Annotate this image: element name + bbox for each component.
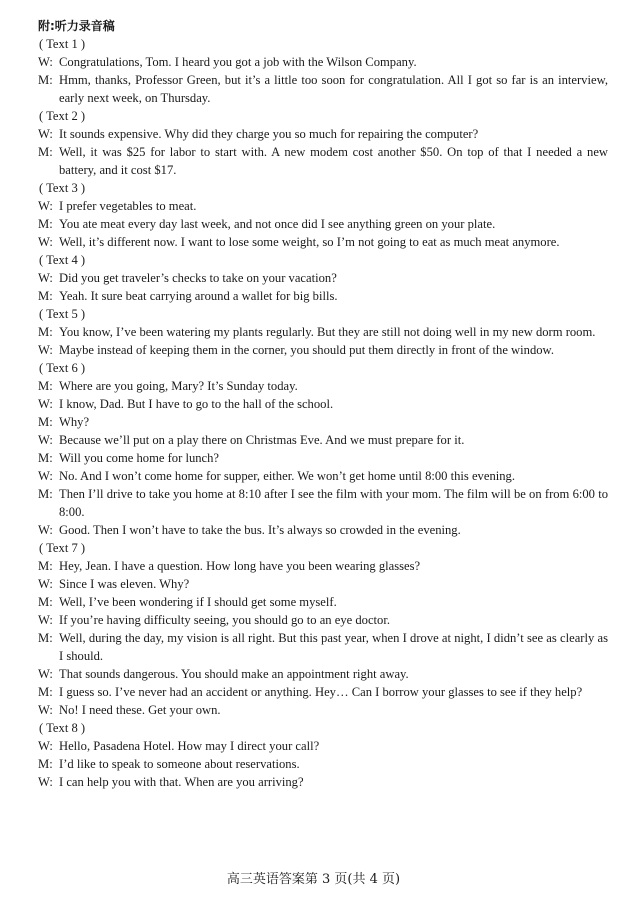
speaker-label: M: xyxy=(38,631,53,645)
speaker-label: W: xyxy=(38,433,53,447)
utterance-text: Because we’ll put on a play there on Christmas Eve. And we must prepare for it. xyxy=(59,433,465,447)
dialogue-line xyxy=(38,611,608,629)
utterance-text: Hey, Jean. I have a question. How long have you been wearing glasses? xyxy=(59,559,421,573)
text-section-label: ( Text 3 ) xyxy=(39,181,86,195)
utterance-text: Did you get traveler’s checks to take on your vacation? xyxy=(59,271,337,285)
text-section-label: ( Text 7 ) xyxy=(39,541,86,555)
utterance-text: You know, I’ve been watering my plants regularly. But they are still not doing well in my new dorm room. xyxy=(59,325,596,339)
speaker-label: M: xyxy=(38,487,53,501)
speaker-label: W: xyxy=(38,55,53,69)
dialogue-line xyxy=(38,755,608,773)
speaker-label: W: xyxy=(38,469,53,483)
dialogue-line xyxy=(38,323,608,341)
utterance-text: Where are you going, Mary? It’s Sunday today. xyxy=(59,379,298,393)
utterance-text: Why? xyxy=(59,415,90,429)
speaker-label: M: xyxy=(38,451,53,465)
speaker-label: W: xyxy=(38,577,53,591)
text-section-label: ( Text 5 ) xyxy=(39,307,86,321)
speaker-label: M: xyxy=(38,685,53,699)
utterance-text: No! I need these. Get your own. xyxy=(59,703,221,717)
utterance-text: Yeah. It sure beat carrying around a wallet for big bills. xyxy=(59,289,338,303)
dialogue-line xyxy=(38,395,608,413)
dialogue-line xyxy=(38,485,608,521)
dialogue-line xyxy=(38,287,608,305)
dialogue-line xyxy=(38,341,608,359)
dialogue-line xyxy=(38,737,608,755)
dialogue-line xyxy=(38,431,608,449)
utterance-text: If you’re having difficulty seeing, you should go to an eye doctor. xyxy=(59,613,390,627)
speaker-label: W: xyxy=(38,271,53,285)
utterance-text: Then I’ll drive to take you home at 8:10 after I see the film with your mom. The film will be on from 6:00 to 8:00. xyxy=(59,487,608,519)
utterance-text: I guess so. I’ve never had an accident or anything. Hey… Can I borrow your glasses to see if they help? xyxy=(59,685,583,699)
utterance-text: I prefer vegetables to meat. xyxy=(59,199,197,213)
dialogue-line xyxy=(38,557,608,575)
speaker-label: W: xyxy=(38,343,53,357)
speaker-label: W: xyxy=(38,199,53,213)
dialogue-line xyxy=(38,683,608,701)
dialogue-line xyxy=(38,215,608,233)
text-section-label: ( Text 6 ) xyxy=(39,361,86,375)
text-section-label: ( Text 4 ) xyxy=(39,253,86,267)
speaker-label: W: xyxy=(38,613,53,627)
utterance-text: You ate meat every day last week, and not once did I see anything green on your plate. xyxy=(59,217,496,231)
transcript-page xyxy=(38,17,608,791)
utterance-text: I can help you with that. When are you arriving? xyxy=(59,775,304,789)
utterance-text: Maybe instead of keeping them in the corner, you should put them directly in front of the window. xyxy=(59,343,554,357)
utterance-text: Good. Then I won’t have to take the bus. It’s always so crowded in the evening. xyxy=(59,523,461,537)
transcript-body xyxy=(38,35,608,791)
dialogue-line xyxy=(38,377,608,395)
speaker-label: W: xyxy=(38,775,53,789)
dialogue-line xyxy=(38,665,608,683)
speaker-label: M: xyxy=(38,379,53,393)
speaker-label: W: xyxy=(38,397,53,411)
dialogue-line xyxy=(38,467,608,485)
speaker-label: W: xyxy=(38,127,53,141)
page-footer: 高三英语答案第 3 页(共 4 页) xyxy=(226,872,401,887)
dialogue-line xyxy=(38,53,608,71)
utterance-text: No. And I won’t come home for supper, either. We won’t get home until 8:00 this evening. xyxy=(59,469,515,483)
dialogue-line xyxy=(38,233,608,251)
utterance-text: Well, it was $25 for labor to start with. A new modem cost another $50. On top of that I needed a new battery, and it cost $17. xyxy=(59,145,608,177)
text-section-label: ( Text 1 ) xyxy=(39,37,86,51)
dialogue-line xyxy=(38,143,608,179)
speaker-label: W: xyxy=(38,703,53,717)
dialogue-line xyxy=(38,449,608,467)
speaker-label: W: xyxy=(38,523,53,537)
speaker-label: M: xyxy=(38,559,53,573)
utterance-text: Hmm, thanks, Professor Green, but it’s a little too soon for congratulation. All I got so far is an interview, early next week, on Thursday. xyxy=(59,73,608,105)
utterance-text: Congratulations, Tom. I heard you got a job with the Wilson Company. xyxy=(59,55,417,69)
page-heading: 附:听力录音稿 xyxy=(38,19,115,33)
speaker-label: M: xyxy=(38,757,53,771)
utterance-text: Well, during the day, my vision is all right. But this past year, when I drove at night, I didn’t see as clearly as I should. xyxy=(59,631,608,663)
utterance-text: I know, Dad. But I have to go to the hall of the school. xyxy=(59,397,334,411)
utterance-text: Will you come home for lunch? xyxy=(59,451,220,465)
utterance-text: Well, it’s different now. I want to lose some weight, so I’m not going to eat as much meat anymore. xyxy=(59,235,560,249)
text-section-label: ( Text 2 ) xyxy=(39,109,86,123)
dialogue-line xyxy=(38,197,608,215)
speaker-label: M: xyxy=(38,325,53,339)
dialogue-line xyxy=(38,521,608,539)
utterance-text: It sounds expensive. Why did they charge you so much for repairing the computer? xyxy=(59,127,479,141)
dialogue-line xyxy=(38,773,608,791)
speaker-label: W: xyxy=(38,739,53,753)
speaker-label: M: xyxy=(38,289,53,303)
dialogue-line xyxy=(38,593,608,611)
speaker-label: M: xyxy=(38,415,53,429)
dialogue-line xyxy=(38,125,608,143)
utterance-text: Hello, Pasadena Hotel. How may I direct your call? xyxy=(59,739,320,753)
dialogue-line xyxy=(38,575,608,593)
dialogue-line xyxy=(38,629,608,665)
utterance-text: I’d like to speak to someone about reservations. xyxy=(59,757,300,771)
speaker-label: W: xyxy=(38,235,53,249)
dialogue-line xyxy=(38,413,608,431)
text-section-label: ( Text 8 ) xyxy=(39,721,86,735)
speaker-label: M: xyxy=(38,145,53,159)
dialogue-line xyxy=(38,269,608,287)
utterance-text: Since I was eleven. Why? xyxy=(59,577,190,591)
speaker-label: W: xyxy=(38,667,53,681)
utterance-text: Well, I’ve been wondering if I should get some myself. xyxy=(59,595,337,609)
utterance-text: That sounds dangerous. You should make an appointment right away. xyxy=(59,667,409,681)
dialogue-line xyxy=(38,71,608,107)
speaker-label: M: xyxy=(38,73,53,87)
speaker-label: M: xyxy=(38,217,53,231)
speaker-label: M: xyxy=(38,595,53,609)
dialogue-line xyxy=(38,701,608,719)
